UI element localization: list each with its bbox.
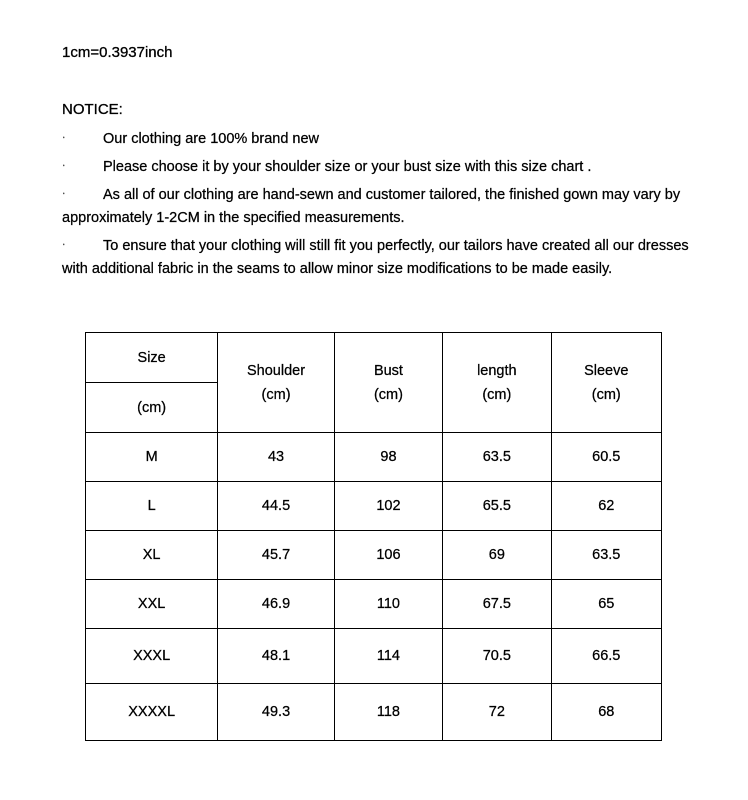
bust-cell: 114 bbox=[334, 629, 442, 684]
table-row bbox=[86, 684, 662, 741]
size-cell: XL bbox=[86, 531, 218, 580]
size-cell: M bbox=[86, 433, 218, 482]
column-header-label: length bbox=[477, 362, 517, 379]
notice-item-text: To ensure that your clothing will still fit you perfectly, our tailors have created all our dresses with additional fabric in the seams to allow minor size modifications to be made easily. bbox=[62, 238, 689, 277]
bust-cell: 110 bbox=[334, 580, 442, 629]
length-cell: 65.5 bbox=[443, 482, 551, 531]
length-cell: 72 bbox=[443, 684, 551, 741]
column-header-bust bbox=[334, 333, 442, 433]
column-header-sleeve bbox=[551, 333, 661, 433]
shoulder-cell: 49.3 bbox=[218, 684, 335, 741]
shoulder-cell: 44.5 bbox=[218, 482, 335, 531]
shoulder-cell: 43 bbox=[218, 433, 335, 482]
sleeve-cell: 68 bbox=[551, 684, 661, 741]
column-header-label: Bust bbox=[373, 362, 403, 379]
size-cell: XXXXL bbox=[86, 684, 218, 741]
column-header-length bbox=[443, 333, 551, 433]
notice-title: NOTICE: bbox=[62, 101, 123, 118]
table-row bbox=[86, 629, 662, 684]
size-cell: L bbox=[86, 482, 218, 531]
column-header-label: Sleeve bbox=[584, 362, 629, 379]
size-cell: XXXL bbox=[86, 629, 218, 684]
column-header-unit: (cm) bbox=[261, 386, 291, 403]
bullet-icon: · bbox=[62, 188, 66, 199]
size-unit-cell: (cm) bbox=[86, 383, 218, 433]
column-header-shoulder bbox=[218, 333, 335, 433]
notice-item bbox=[62, 156, 692, 179]
shoulder-cell: 45.7 bbox=[218, 531, 335, 580]
sleeve-cell: 63.5 bbox=[551, 531, 661, 580]
table-header-row bbox=[86, 333, 662, 383]
column-header-unit: (cm) bbox=[591, 386, 621, 403]
sleeve-cell: 62 bbox=[551, 482, 661, 531]
bullet-icon: · bbox=[62, 160, 66, 171]
table-row bbox=[86, 433, 662, 482]
bullet-icon: · bbox=[62, 239, 66, 250]
length-cell: 70.5 bbox=[443, 629, 551, 684]
column-header-unit: (cm) bbox=[482, 386, 512, 403]
bust-cell: 106 bbox=[334, 531, 442, 580]
length-cell: 67.5 bbox=[443, 580, 551, 629]
notice-item bbox=[62, 235, 692, 281]
size-chart-table bbox=[85, 332, 662, 741]
column-header-unit: (cm) bbox=[373, 386, 403, 403]
bust-cell: 98 bbox=[334, 433, 442, 482]
sleeve-cell: 60.5 bbox=[551, 433, 661, 482]
table-row bbox=[86, 531, 662, 580]
shoulder-cell: 48.1 bbox=[218, 629, 335, 684]
length-cell: 63.5 bbox=[443, 433, 551, 482]
notice-item-text: Our clothing are 100% brand new bbox=[103, 131, 320, 147]
bust-cell: 102 bbox=[334, 482, 442, 531]
notice-item-text: Please choose it by your shoulder size or your bust size with this size chart . bbox=[103, 159, 592, 175]
notice-item-text: As all of our clothing are hand-sewn and customer tailored, the finished gown may vary by approximately 1-2CM in the specified measurements. bbox=[62, 187, 681, 226]
size-cell: XXL bbox=[86, 580, 218, 629]
bullet-icon: · bbox=[62, 132, 66, 143]
sleeve-cell: 65 bbox=[551, 580, 661, 629]
table-row bbox=[86, 580, 662, 629]
unit-conversion: 1cm=0.3937inch bbox=[62, 44, 173, 61]
shoulder-cell: 46.9 bbox=[218, 580, 335, 629]
sleeve-cell: 66.5 bbox=[551, 629, 661, 684]
length-cell: 69 bbox=[443, 531, 551, 580]
notice-item bbox=[62, 184, 692, 230]
table-row bbox=[86, 482, 662, 531]
column-header-label: Shoulder bbox=[247, 362, 306, 379]
size-header-cell: Size bbox=[86, 333, 218, 383]
notice-list bbox=[62, 128, 692, 286]
notice-item bbox=[62, 128, 692, 151]
bust-cell: 118 bbox=[334, 684, 442, 741]
